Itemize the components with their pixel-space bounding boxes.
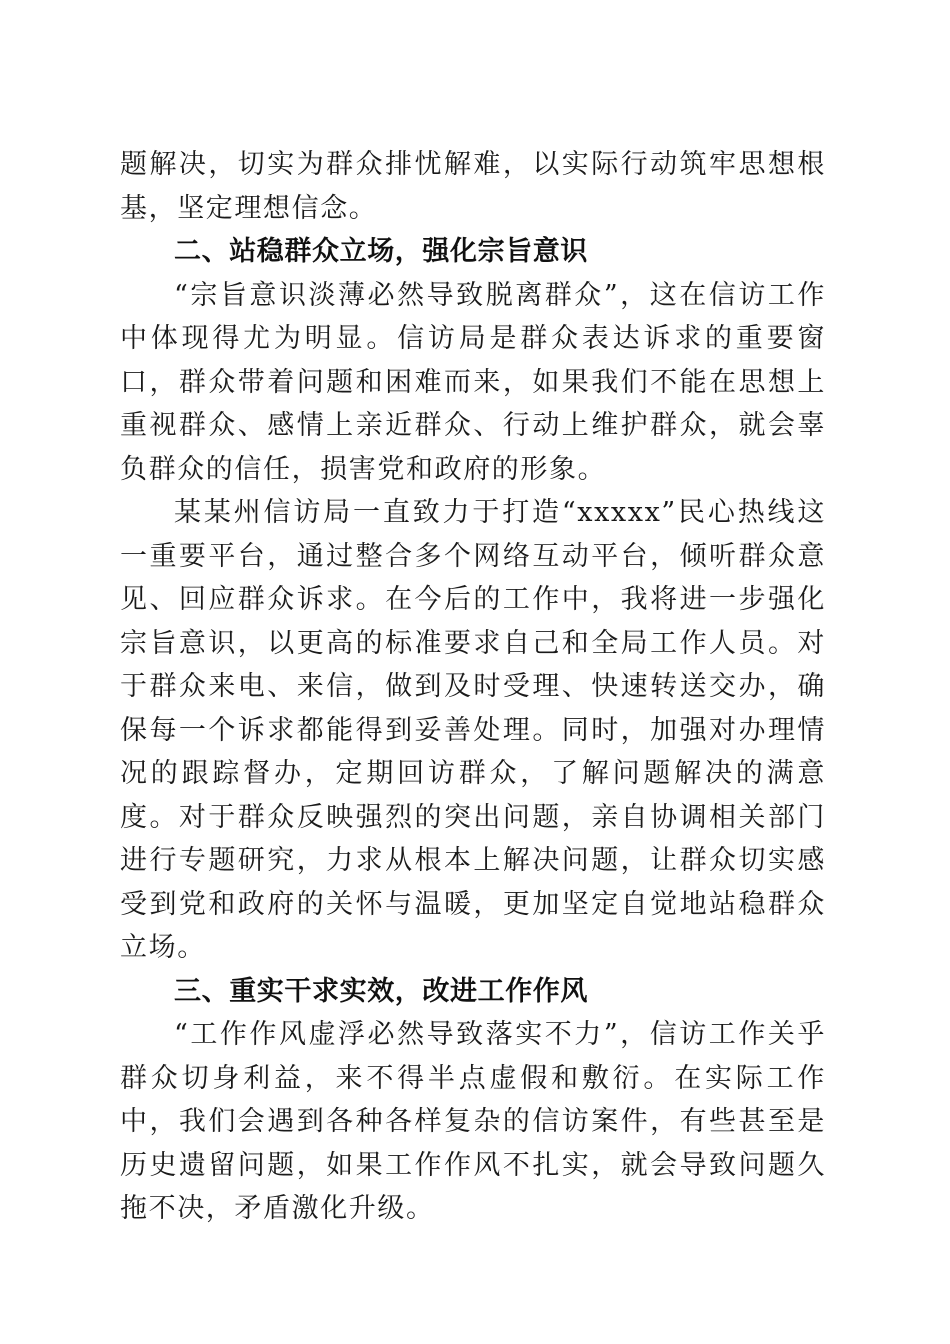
section-heading-2: 二、站稳群众立场，强化宗旨意识 (174, 236, 588, 267)
section2-paragraph-2: 某某州信访局一直致力于打造“xxxxx”民心热线这一重要平台，通过整合多个网络互动平台，倾听群众意见、回应群众诉求。在今后的工作中，我将进一步强化宗旨意识，以更高的标准要求自己和全局工作人员。对于群众来电、来信，做到及时受理、快速转送交办，确保每一个诉求都能得到妥善处理。同时，加强对办理情况的跟踪督办，定期回访群众，了解问题解决的满意度。对于群众反映强烈的突出问题，亲自协调相关部门进行专题研究，力求从根本上解决问题，让群众切实感受到党和政府的关怀与温暖，更加坚定自觉地站稳群众立场。 (120, 497, 826, 963)
section3-paragraph-1: “工作作风虚浮必然导致落实不力”，信访工作关乎群众切身利益，来不得半点虚假和敷衍。在实际工作中，我们会遇到各种各样复杂的信访案件，有些甚至是历史遗留问题，如果工作作风不扎实，就会导致问题久拖不决，矛盾激化升级。 (120, 1019, 826, 1224)
paragraph-continuation: 题解决，切实为群众排忧解难，以实际行动筑牢思想根基，坚定理想信念。 (120, 149, 826, 224)
section-heading-3: 三、重实干求实效，改进工作作风 (174, 975, 588, 1007)
document-body (120, 143, 826, 1231)
section2-paragraph-1: “宗旨意识淡薄必然导致脱离群众”，这在信访工作中体现得尤为明显。信访局是群众表达诉求的重要窗口，群众带着问题和困难而来，如果我们不能在思想上重视群众、感情上亲近群众、行动上维护群众，就会辜负群众的信任，损害党和政府的形象。 (120, 279, 826, 485)
